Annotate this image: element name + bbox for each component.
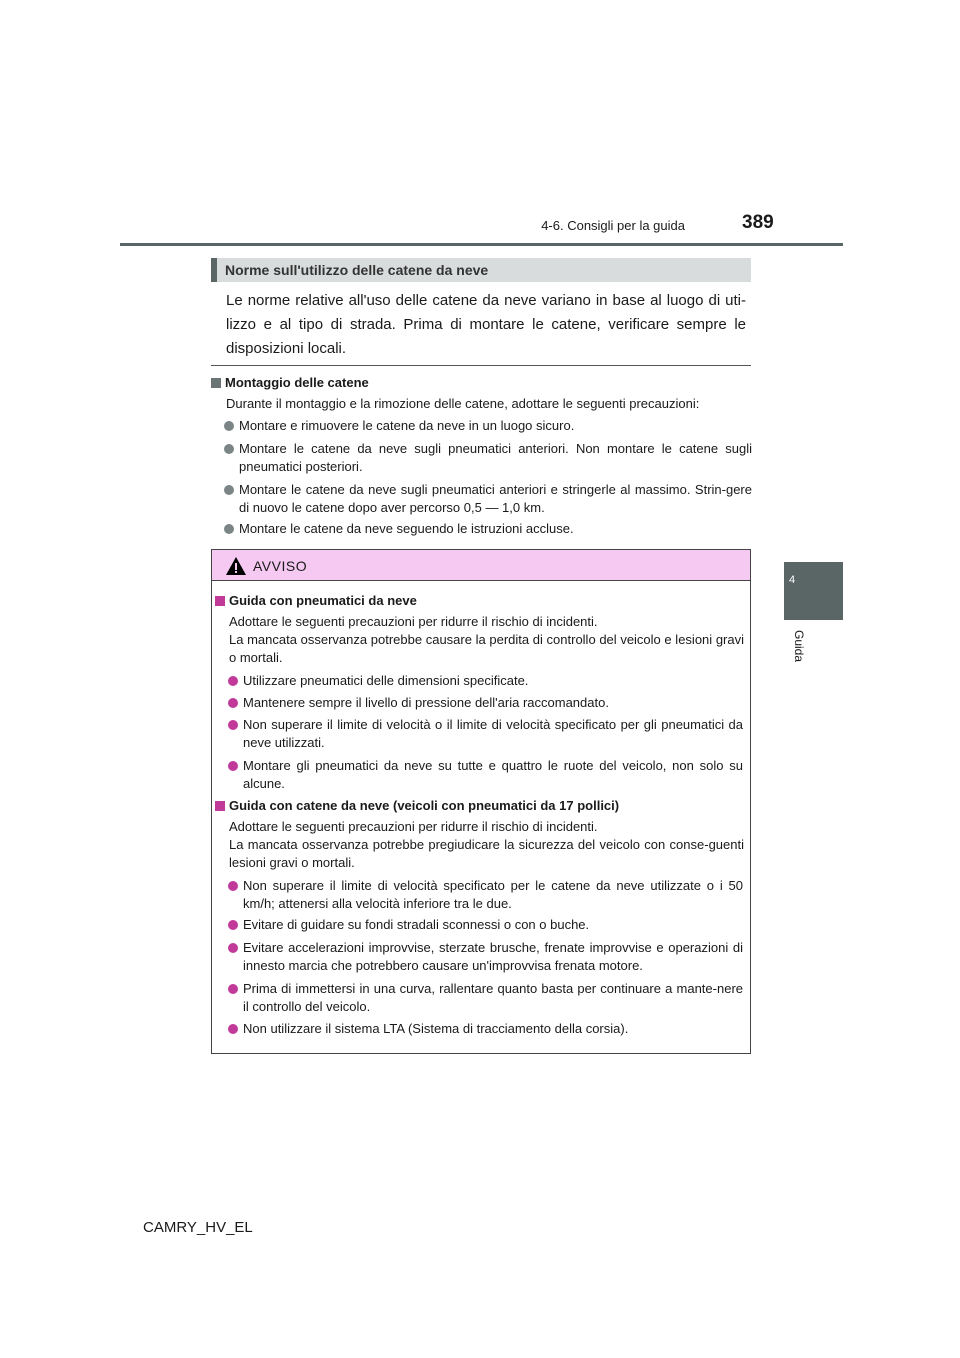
section-heading <box>211 258 751 282</box>
warning-subtitle <box>215 798 619 813</box>
list-item-text: Evitare di guidare su fondi stradali sconnessi o con o buche. <box>243 917 590 932</box>
model-code: CAMRY_HV_EL <box>143 1219 253 1236</box>
square-bullet-icon <box>215 596 225 606</box>
list-item <box>243 716 743 752</box>
list-item-text: Montare le catene da neve sugli pneumatici anteriori e stringerle al massimo. Strin-gere di nuovo le catene dopo aver percorso 0,5 — 1,0 km. <box>239 482 752 515</box>
list-item-text: Montare e rimuovere le catene da neve in un luogo sicuro. <box>239 418 575 433</box>
list-item <box>243 757 743 793</box>
chapter-label: Guida <box>792 630 806 663</box>
list-item <box>239 481 752 517</box>
subsection-title-text: Montaggio delle catene <box>225 375 369 390</box>
chapter-number: 4 <box>788 574 796 586</box>
list-item <box>243 672 743 690</box>
section-heading-bar <box>211 258 217 282</box>
chapter-tab <box>784 562 843 620</box>
bullet-dot-icon <box>224 524 234 534</box>
list-item <box>239 417 752 435</box>
bullet-dot-icon <box>228 920 238 930</box>
list-item-text: Montare gli pneumatici da neve su tutte e quattro le ruote del veicolo, non solo su alcune. <box>243 758 743 791</box>
bullet-dot-icon <box>228 698 238 708</box>
bullet-dot-icon <box>228 761 238 771</box>
section-intro: Le norme relative all'uso delle catene da neve variano in base al luogo di uti-lizzo e al tipo di strada. Prima di montare le catene, verificare sempre le disposizioni locali. <box>226 292 746 357</box>
running-header-section: 4-6. Consigli per la guida <box>541 218 685 233</box>
list-item <box>243 694 743 712</box>
list-item <box>239 520 752 538</box>
bullet-dot-icon <box>228 943 238 953</box>
bullet-dot-icon <box>224 485 234 495</box>
list-item <box>239 440 752 476</box>
bullet-dot-icon <box>228 1024 238 1034</box>
warning-text: Adottare le seguenti precauzioni per ridurre il rischio di incidenti. <box>229 614 598 629</box>
header-rule <box>120 243 843 246</box>
list-item-text: Prima di immettersi in una curva, rallentare quanto basta per continuare a mante-nere il controllo del veicolo. <box>243 981 743 1014</box>
bullet-dot-icon <box>228 984 238 994</box>
warning-triangle-icon <box>225 556 247 576</box>
subsection-intro: Durante il montaggio e la rimozione delle catene, adottare le seguenti precauzioni: <box>226 396 700 411</box>
list-item <box>243 939 743 975</box>
warning-subtitle <box>215 593 417 608</box>
list-item <box>243 877 743 913</box>
list-item-text: Montare le catene da neve seguendo le istruzioni accluse. <box>239 521 574 536</box>
list-item-text: Non superare il limite di velocità o il limite di velocità specificato per gli pneumatici da neve utilizzati. <box>243 717 743 750</box>
bullet-dot-icon <box>228 881 238 891</box>
list-item-text: Mantenere sempre il livello di pressione dell'aria raccomandato. <box>243 695 609 710</box>
divider <box>211 365 751 366</box>
warning-subtitle-text: Guida con catene da neve (veicoli con pneumatici da 17 pollici) <box>229 798 620 813</box>
list-item-text: Evitare accelerazioni improvvise, sterzate brusche, frenate improvvise e operazioni di innesto marcia che potrebbero causare un'improvvisa frenata motore. <box>243 940 743 973</box>
list-item-text: Non superare il limite di velocità specificato per le catene da neve utilizzate o i 50 km/h; attenersi alla velocità inferiore tra le due. <box>243 878 743 911</box>
square-bullet-icon <box>211 378 221 388</box>
bullet-dot-icon <box>228 720 238 730</box>
section-title: Norme sull'utilizzo delle catene da neve <box>225 262 489 278</box>
list-item <box>243 1020 743 1038</box>
list-item-text: Montare le catene da neve sugli pneumatici anteriori. Non montare le catene sugli pneumatici posteriori. <box>239 441 752 474</box>
warning-text: La mancata osservanza potrebbe pregiudicare la sicurezza del veicolo con conse-guenti lesioni gravi o mortali. <box>229 837 744 870</box>
warning-label: AVVISO <box>253 558 308 574</box>
subsection-title <box>211 375 369 390</box>
warning-text: La mancata osservanza potrebbe causare la perdita di controllo del veicolo e lesioni gravi o mortali. <box>229 632 744 665</box>
bullet-dot-icon <box>228 676 238 686</box>
bullet-dot-icon <box>224 421 234 431</box>
list-item-text: Utilizzare pneumatici delle dimensioni specificate. <box>243 673 529 688</box>
list-item-text: Non utilizzare il sistema LTA (Sistema di tracciamento della corsia). <box>243 1021 629 1036</box>
square-bullet-icon <box>215 801 225 811</box>
warning-text: Adottare le seguenti precauzioni per ridurre il rischio di incidenti. <box>229 819 598 834</box>
bullet-dot-icon <box>224 444 234 454</box>
warning-subtitle-text: Guida con pneumatici da neve <box>229 593 417 608</box>
list-item <box>243 980 743 1016</box>
page-number: 389 <box>742 212 774 233</box>
list-item <box>243 916 743 934</box>
